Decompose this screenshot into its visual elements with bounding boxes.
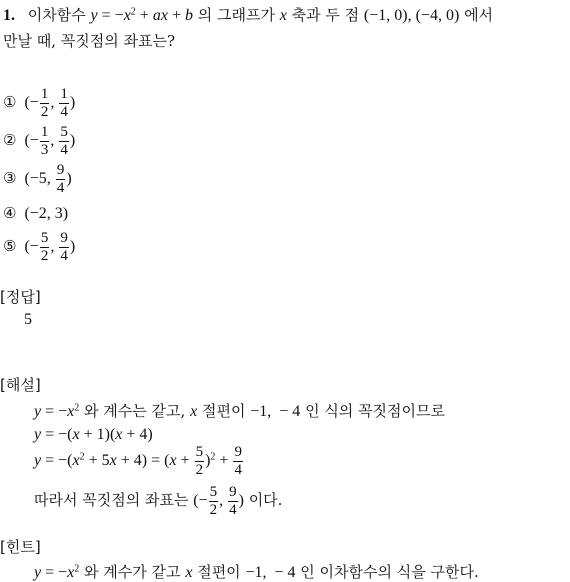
option-1-mark: ① [3, 93, 17, 112]
option-2-frac-1: $\frac{1}{3}$ [40, 124, 49, 158]
question-line-1 [3, 4, 493, 25]
option-1-frac-2: $\frac{1}{4}$ [60, 86, 68, 120]
question-text-c: 축과 두 점 [291, 6, 360, 24]
answer-value: 5 [24, 311, 32, 328]
question-text-d: 에서 [464, 6, 494, 24]
function-expression: $y = -x^2$ + ax + b [90, 6, 193, 24]
hint-a: 와 계수가 같고 [84, 563, 181, 581]
hint-line: $y = -x^2$ 와 계수가 같고 x 절편이 −1, − 4 인 이차함수의 식을 구한다. [34, 563, 479, 581]
explanation-label: [해설] [0, 376, 41, 394]
option-3-frac: $\frac{9}{4}$ [56, 162, 65, 196]
explanation-line-3: $y = -(x^2 + 5x + 4) = (x$ + $\frac{5}{2}$ )$^2$ + $\frac{9}{4}$ [34, 444, 242, 478]
option-5-frac-1: $\frac{5}{2}$ [40, 230, 49, 264]
option-3[interactable]: ③ (−5, $\frac{9}{4}$ ) [3, 162, 72, 196]
option-5[interactable]: ⑤ (− $\frac{5}{2}$ , $\frac{9}{4}$ ) [3, 230, 76, 264]
explanation-l1-a: 와 계수는 같고, [84, 402, 186, 420]
explanation-line-4: 따라서 꼭짓점의 좌표는 (− $\frac{5}{2}$ , $\frac{9}{4}$ ) 이다. [34, 484, 283, 518]
option-2-mark: ② [3, 131, 17, 150]
question-text-b: 의 그래프가 [197, 6, 275, 24]
option-4[interactable] [3, 204, 68, 223]
option-4-mark: ④ [3, 204, 17, 222]
x-var: x [279, 7, 287, 24]
hint-b: 절편이 [197, 563, 241, 581]
explanation-l1-c: 인 식의 꼭짓점이므로 [305, 402, 446, 420]
option-2[interactable]: ② (− $\frac{1}{3}$ , $\frac{5}{4}$ ) [3, 124, 76, 158]
explanation-line-1: $y = -x^2$ 와 계수는 같고, x 절편이 −1, − 4 인 식의 꼭짓점이므로 [34, 402, 446, 420]
question-text-a: 이차함수 [27, 6, 86, 24]
option-3-mark: ③ [3, 169, 17, 188]
question-line-2: 만날 때, 꼭짓점의 좌표는? [3, 32, 176, 50]
option-1[interactable]: ① (− $\frac{1}{2}$ , $\frac{1}{4}$ ) [3, 86, 76, 120]
option-4-text: (−2, 3) [24, 205, 69, 222]
option-5-frac-2: $\frac{9}{4}$ [60, 230, 68, 264]
option-2-frac-2: $\frac{5}{4}$ [60, 124, 68, 158]
explanation-l4-a: 따라서 꼭짓점의 좌표는 [34, 491, 189, 510]
hint-c: 인 이차함수의 식을 구한다. [300, 563, 479, 581]
hint-label: [힌트] [0, 538, 41, 556]
answer-label: [정답] [0, 288, 41, 306]
question-points: (−1, 0), (−4, 0) [363, 7, 460, 24]
question-number: 1. [3, 7, 15, 24]
option-1-frac-1: $\frac{1}{2}$ [40, 86, 49, 120]
explanation-l4-b: 이다. [248, 491, 283, 510]
explanation-l1-b: 절편이 [201, 402, 246, 420]
explanation-line-2: y = −(x + 1)(x + 4) [34, 426, 153, 443]
option-5-mark: ⑤ [3, 237, 17, 256]
